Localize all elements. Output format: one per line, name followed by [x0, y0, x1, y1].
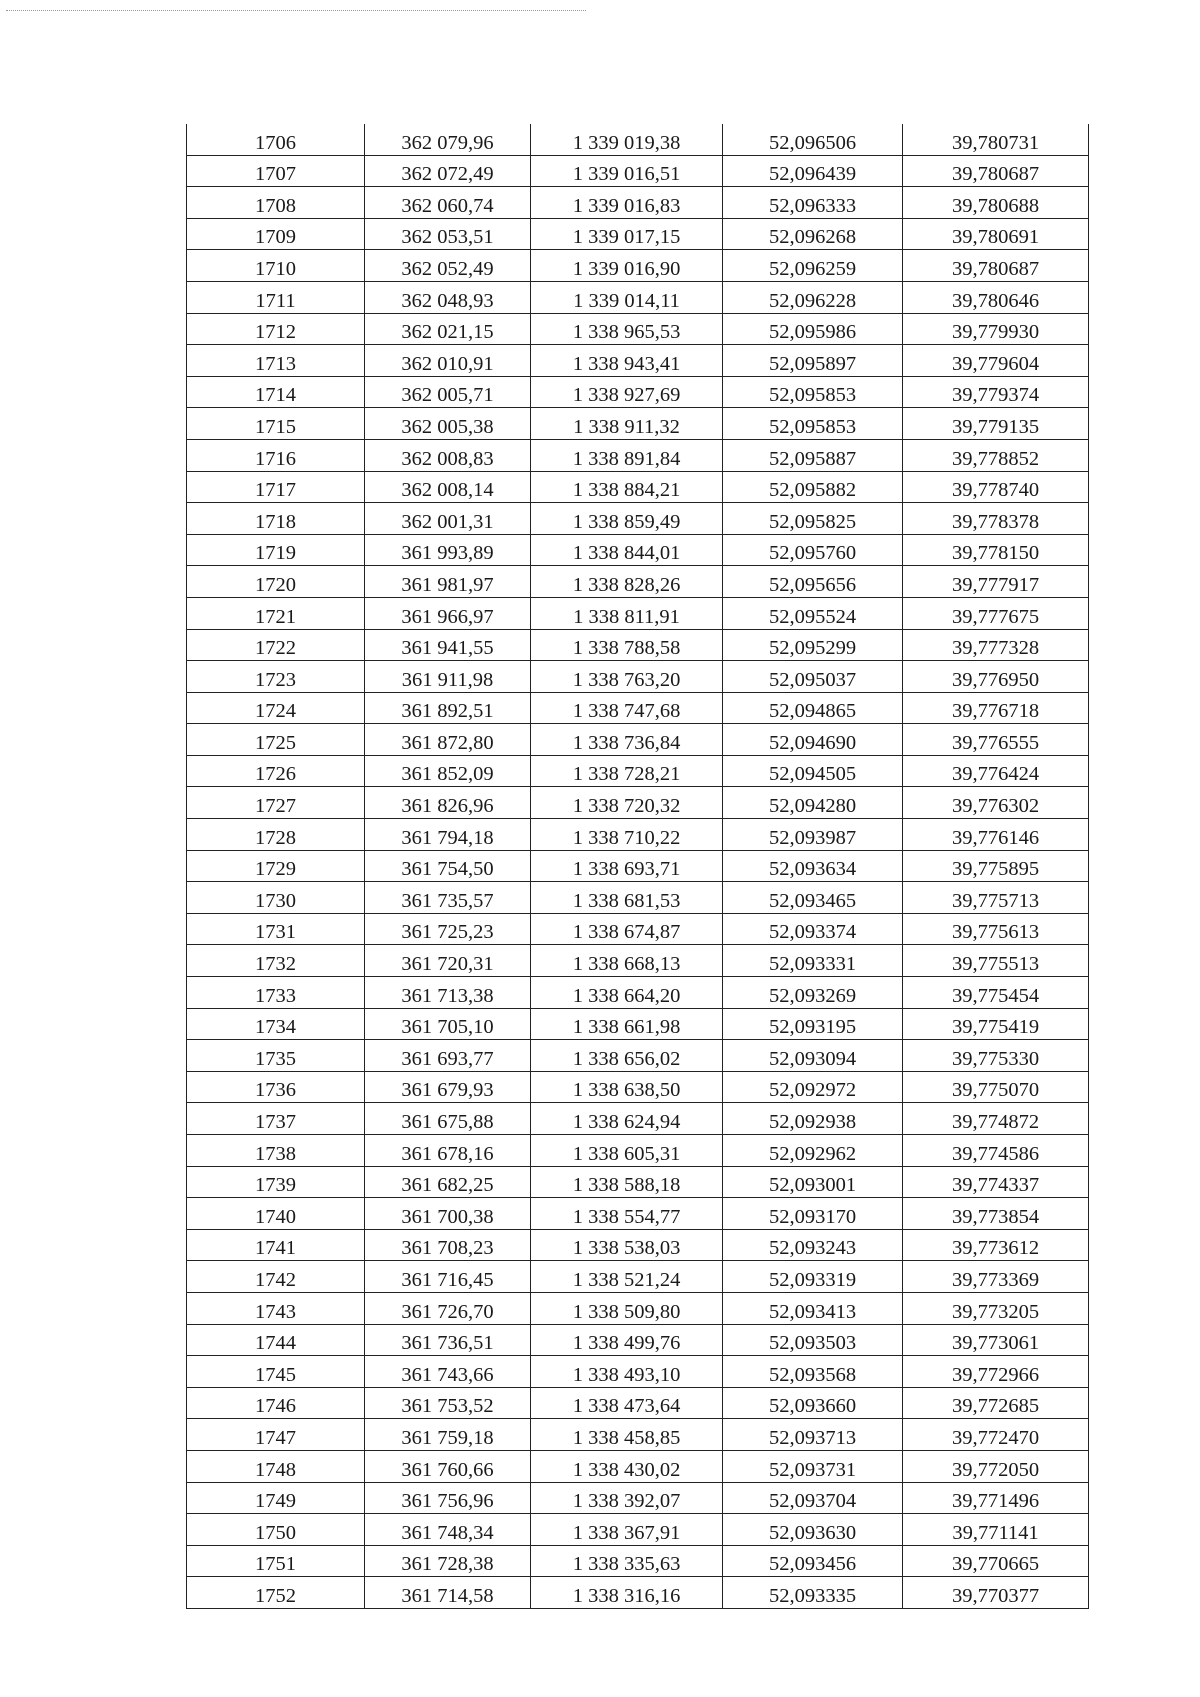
x-coordinate-cell: 361 754,50 — [365, 850, 531, 882]
latitude-cell: 52,093568 — [723, 1356, 903, 1388]
point-number-cell: 1735 — [187, 1040, 365, 1072]
y-coordinate-cell: 1 339 016,51 — [531, 155, 723, 187]
x-coordinate-cell: 361 726,70 — [365, 1292, 531, 1324]
longitude-cell: 39,776718 — [903, 692, 1089, 724]
point-number-cell: 1729 — [187, 850, 365, 882]
table-row — [187, 471, 1089, 503]
longitude-cell: 39,776555 — [903, 724, 1089, 756]
point-number-cell: 1715 — [187, 408, 365, 440]
y-coordinate-cell: 1 338 624,94 — [531, 1103, 723, 1135]
y-coordinate-cell: 1 338 884,21 — [531, 471, 723, 503]
table-row — [187, 218, 1089, 250]
y-coordinate-cell: 1 338 509,80 — [531, 1292, 723, 1324]
latitude-cell: 52,093094 — [723, 1040, 903, 1072]
latitude-cell: 52,095524 — [723, 597, 903, 629]
latitude-cell: 52,093335 — [723, 1577, 903, 1609]
y-coordinate-cell: 1 338 859,49 — [531, 503, 723, 535]
latitude-cell: 52,094280 — [723, 787, 903, 819]
y-coordinate-cell: 1 338 736,84 — [531, 724, 723, 756]
point-number-cell: 1726 — [187, 755, 365, 787]
x-coordinate-cell: 362 008,83 — [365, 439, 531, 471]
longitude-cell: 39,780646 — [903, 281, 1089, 313]
x-coordinate-cell: 361 708,23 — [365, 1229, 531, 1261]
x-coordinate-cell: 361 720,31 — [365, 945, 531, 977]
table-row — [187, 755, 1089, 787]
latitude-cell: 52,093731 — [723, 1450, 903, 1482]
x-coordinate-cell: 362 052,49 — [365, 250, 531, 282]
longitude-cell: 39,772685 — [903, 1387, 1089, 1419]
table-row — [187, 1545, 1089, 1577]
longitude-cell: 39,774586 — [903, 1135, 1089, 1167]
y-coordinate-cell: 1 338 656,02 — [531, 1040, 723, 1072]
latitude-cell: 52,096439 — [723, 155, 903, 187]
longitude-cell: 39,778150 — [903, 534, 1089, 566]
point-number-cell: 1749 — [187, 1482, 365, 1514]
point-number-cell: 1718 — [187, 503, 365, 535]
point-number-cell: 1732 — [187, 945, 365, 977]
table-row — [187, 313, 1089, 345]
longitude-cell: 39,776146 — [903, 819, 1089, 851]
point-number-cell: 1722 — [187, 629, 365, 661]
longitude-cell: 39,776950 — [903, 661, 1089, 693]
y-coordinate-cell: 1 338 788,58 — [531, 629, 723, 661]
point-number-cell: 1739 — [187, 1166, 365, 1198]
point-number-cell: 1707 — [187, 155, 365, 187]
table-row — [187, 1419, 1089, 1451]
latitude-cell: 52,093634 — [723, 850, 903, 882]
point-number-cell: 1723 — [187, 661, 365, 693]
y-coordinate-cell: 1 338 335,63 — [531, 1545, 723, 1577]
x-coordinate-cell: 361 736,51 — [365, 1324, 531, 1356]
longitude-cell: 39,775330 — [903, 1040, 1089, 1072]
longitude-cell: 39,778852 — [903, 439, 1089, 471]
longitude-cell: 39,780687 — [903, 155, 1089, 187]
point-number-cell: 1733 — [187, 977, 365, 1009]
y-coordinate-cell: 1 338 499,76 — [531, 1324, 723, 1356]
point-number-cell: 1752 — [187, 1577, 365, 1609]
x-coordinate-cell: 361 725,23 — [365, 913, 531, 945]
table-row — [187, 1103, 1089, 1135]
table-row — [187, 1198, 1089, 1230]
x-coordinate-cell: 361 941,55 — [365, 629, 531, 661]
y-coordinate-cell: 1 338 554,77 — [531, 1198, 723, 1230]
longitude-cell: 39,776424 — [903, 755, 1089, 787]
point-number-cell: 1712 — [187, 313, 365, 345]
x-coordinate-cell: 362 048,93 — [365, 281, 531, 313]
coordinates-table-body — [187, 124, 1089, 1608]
point-number-cell: 1714 — [187, 376, 365, 408]
table-row — [187, 629, 1089, 661]
latitude-cell: 52,093704 — [723, 1482, 903, 1514]
table-row — [187, 1387, 1089, 1419]
longitude-cell: 39,773854 — [903, 1198, 1089, 1230]
longitude-cell: 39,771141 — [903, 1514, 1089, 1546]
latitude-cell: 52,093319 — [723, 1261, 903, 1293]
x-coordinate-cell: 362 005,71 — [365, 376, 531, 408]
longitude-cell: 39,771496 — [903, 1482, 1089, 1514]
y-coordinate-cell: 1 338 473,64 — [531, 1387, 723, 1419]
longitude-cell: 39,775895 — [903, 850, 1089, 882]
point-number-cell: 1727 — [187, 787, 365, 819]
x-coordinate-cell: 362 060,74 — [365, 187, 531, 219]
point-number-cell: 1737 — [187, 1103, 365, 1135]
y-coordinate-cell: 1 338 538,03 — [531, 1229, 723, 1261]
coordinates-table — [186, 124, 1089, 1609]
y-coordinate-cell: 1 338 661,98 — [531, 1008, 723, 1040]
table-row — [187, 913, 1089, 945]
y-coordinate-cell: 1 338 430,02 — [531, 1450, 723, 1482]
table-row — [187, 1135, 1089, 1167]
longitude-cell: 39,770377 — [903, 1577, 1089, 1609]
table-row — [187, 1261, 1089, 1293]
x-coordinate-cell: 361 911,98 — [365, 661, 531, 693]
latitude-cell: 52,096506 — [723, 124, 903, 155]
y-coordinate-cell: 1 338 674,87 — [531, 913, 723, 945]
y-coordinate-cell: 1 338 681,53 — [531, 882, 723, 914]
table-row — [187, 124, 1089, 155]
x-coordinate-cell: 361 872,80 — [365, 724, 531, 756]
point-number-cell: 1742 — [187, 1261, 365, 1293]
latitude-cell: 52,093413 — [723, 1292, 903, 1324]
table-row — [187, 787, 1089, 819]
y-coordinate-cell: 1 338 911,32 — [531, 408, 723, 440]
longitude-cell: 39,780688 — [903, 187, 1089, 219]
y-coordinate-cell: 1 339 016,90 — [531, 250, 723, 282]
y-coordinate-cell: 1 338 728,21 — [531, 755, 723, 787]
point-number-cell: 1713 — [187, 345, 365, 377]
y-coordinate-cell: 1 338 710,22 — [531, 819, 723, 851]
table-row — [187, 1577, 1089, 1609]
x-coordinate-cell: 361 753,52 — [365, 1387, 531, 1419]
y-coordinate-cell: 1 338 458,85 — [531, 1419, 723, 1451]
latitude-cell: 52,095299 — [723, 629, 903, 661]
table-row — [187, 281, 1089, 313]
latitude-cell: 52,096268 — [723, 218, 903, 250]
table-row — [187, 661, 1089, 693]
point-number-cell: 1721 — [187, 597, 365, 629]
y-coordinate-cell: 1 338 927,69 — [531, 376, 723, 408]
table-row — [187, 566, 1089, 598]
y-coordinate-cell: 1 338 844,01 — [531, 534, 723, 566]
latitude-cell: 52,093987 — [723, 819, 903, 851]
table-row — [187, 977, 1089, 1009]
y-coordinate-cell: 1 338 668,13 — [531, 945, 723, 977]
y-coordinate-cell: 1 338 763,20 — [531, 661, 723, 693]
point-number-cell: 1751 — [187, 1545, 365, 1577]
x-coordinate-cell: 361 682,25 — [365, 1166, 531, 1198]
longitude-cell: 39,775613 — [903, 913, 1089, 945]
latitude-cell: 52,094865 — [723, 692, 903, 724]
point-number-cell: 1736 — [187, 1071, 365, 1103]
x-coordinate-cell: 362 072,49 — [365, 155, 531, 187]
longitude-cell: 39,779930 — [903, 313, 1089, 345]
latitude-cell: 52,093243 — [723, 1229, 903, 1261]
point-number-cell: 1719 — [187, 534, 365, 566]
table-row — [187, 882, 1089, 914]
table-row — [187, 1450, 1089, 1482]
table-row — [187, 597, 1089, 629]
point-number-cell: 1717 — [187, 471, 365, 503]
y-coordinate-cell: 1 338 965,53 — [531, 313, 723, 345]
table-row — [187, 408, 1089, 440]
x-coordinate-cell: 361 756,96 — [365, 1482, 531, 1514]
longitude-cell: 39,780731 — [903, 124, 1089, 155]
table-row — [187, 1292, 1089, 1324]
point-number-cell: 1710 — [187, 250, 365, 282]
longitude-cell: 39,779135 — [903, 408, 1089, 440]
table-row — [187, 1514, 1089, 1546]
table-row — [187, 850, 1089, 882]
point-number-cell: 1716 — [187, 439, 365, 471]
latitude-cell: 52,096333 — [723, 187, 903, 219]
latitude-cell: 52,093465 — [723, 882, 903, 914]
x-coordinate-cell: 361 966,97 — [365, 597, 531, 629]
latitude-cell: 52,095897 — [723, 345, 903, 377]
x-coordinate-cell: 361 760,66 — [365, 1450, 531, 1482]
y-coordinate-cell: 1 338 891,84 — [531, 439, 723, 471]
x-coordinate-cell: 362 005,38 — [365, 408, 531, 440]
table-row — [187, 345, 1089, 377]
y-coordinate-cell: 1 338 943,41 — [531, 345, 723, 377]
x-coordinate-cell: 361 713,38 — [365, 977, 531, 1009]
table-row — [187, 250, 1089, 282]
latitude-cell: 52,095656 — [723, 566, 903, 598]
x-coordinate-cell: 362 021,15 — [365, 313, 531, 345]
longitude-cell: 39,779374 — [903, 376, 1089, 408]
longitude-cell: 39,773061 — [903, 1324, 1089, 1356]
longitude-cell: 39,775419 — [903, 1008, 1089, 1040]
table-row — [187, 692, 1089, 724]
x-coordinate-cell: 361 852,09 — [365, 755, 531, 787]
point-number-cell: 1746 — [187, 1387, 365, 1419]
latitude-cell: 52,095887 — [723, 439, 903, 471]
longitude-cell: 39,775713 — [903, 882, 1089, 914]
longitude-cell: 39,778740 — [903, 471, 1089, 503]
latitude-cell: 52,092938 — [723, 1103, 903, 1135]
table-row — [187, 945, 1089, 977]
table-row — [187, 819, 1089, 851]
table-row — [187, 724, 1089, 756]
longitude-cell: 39,775070 — [903, 1071, 1089, 1103]
longitude-cell: 39,773205 — [903, 1292, 1089, 1324]
point-number-cell: 1747 — [187, 1419, 365, 1451]
table-row — [187, 1166, 1089, 1198]
longitude-cell: 39,772966 — [903, 1356, 1089, 1388]
y-coordinate-cell: 1 338 747,68 — [531, 692, 723, 724]
y-coordinate-cell: 1 338 588,18 — [531, 1166, 723, 1198]
longitude-cell: 39,774872 — [903, 1103, 1089, 1135]
point-number-cell: 1728 — [187, 819, 365, 851]
point-number-cell: 1709 — [187, 218, 365, 250]
x-coordinate-cell: 361 748,34 — [365, 1514, 531, 1546]
longitude-cell: 39,779604 — [903, 345, 1089, 377]
latitude-cell: 52,096259 — [723, 250, 903, 282]
latitude-cell: 52,096228 — [723, 281, 903, 313]
point-number-cell: 1738 — [187, 1135, 365, 1167]
x-coordinate-cell: 361 981,97 — [365, 566, 531, 598]
x-coordinate-cell: 361 693,77 — [365, 1040, 531, 1072]
latitude-cell: 52,095853 — [723, 408, 903, 440]
longitude-cell: 39,773369 — [903, 1261, 1089, 1293]
x-coordinate-cell: 362 010,91 — [365, 345, 531, 377]
y-coordinate-cell: 1 339 014,11 — [531, 281, 723, 313]
point-number-cell: 1741 — [187, 1229, 365, 1261]
y-coordinate-cell: 1 338 521,24 — [531, 1261, 723, 1293]
x-coordinate-cell: 361 728,38 — [365, 1545, 531, 1577]
point-number-cell: 1724 — [187, 692, 365, 724]
x-coordinate-cell: 361 705,10 — [365, 1008, 531, 1040]
point-number-cell: 1740 — [187, 1198, 365, 1230]
longitude-cell: 39,776302 — [903, 787, 1089, 819]
point-number-cell: 1708 — [187, 187, 365, 219]
y-coordinate-cell: 1 338 367,91 — [531, 1514, 723, 1546]
table-row — [187, 1229, 1089, 1261]
table-row — [187, 155, 1089, 187]
x-coordinate-cell: 361 678,16 — [365, 1135, 531, 1167]
longitude-cell: 39,780687 — [903, 250, 1089, 282]
x-coordinate-cell: 361 716,45 — [365, 1261, 531, 1293]
table-row — [187, 1071, 1089, 1103]
x-coordinate-cell: 361 735,57 — [365, 882, 531, 914]
latitude-cell: 52,094690 — [723, 724, 903, 756]
point-number-cell: 1748 — [187, 1450, 365, 1482]
latitude-cell: 52,095882 — [723, 471, 903, 503]
latitude-cell: 52,093331 — [723, 945, 903, 977]
y-coordinate-cell: 1 339 016,83 — [531, 187, 723, 219]
latitude-cell: 52,092972 — [723, 1071, 903, 1103]
point-number-cell: 1745 — [187, 1356, 365, 1388]
latitude-cell: 52,093713 — [723, 1419, 903, 1451]
longitude-cell: 39,772470 — [903, 1419, 1089, 1451]
x-coordinate-cell: 362 001,31 — [365, 503, 531, 535]
longitude-cell: 39,777675 — [903, 597, 1089, 629]
x-coordinate-cell: 361 700,38 — [365, 1198, 531, 1230]
latitude-cell: 52,095760 — [723, 534, 903, 566]
point-number-cell: 1734 — [187, 1008, 365, 1040]
point-number-cell: 1725 — [187, 724, 365, 756]
table-row — [187, 187, 1089, 219]
table-row — [187, 1482, 1089, 1514]
point-number-cell: 1730 — [187, 882, 365, 914]
table-row — [187, 534, 1089, 566]
longitude-cell: 39,777328 — [903, 629, 1089, 661]
y-coordinate-cell: 1 338 493,10 — [531, 1356, 723, 1388]
point-number-cell: 1711 — [187, 281, 365, 313]
latitude-cell: 52,093170 — [723, 1198, 903, 1230]
latitude-cell: 52,093001 — [723, 1166, 903, 1198]
x-coordinate-cell: 361 743,66 — [365, 1356, 531, 1388]
x-coordinate-cell: 362 008,14 — [365, 471, 531, 503]
scan-edge-line — [6, 10, 586, 11]
longitude-cell: 39,772050 — [903, 1450, 1089, 1482]
x-coordinate-cell: 361 826,96 — [365, 787, 531, 819]
x-coordinate-cell: 361 993,89 — [365, 534, 531, 566]
latitude-cell: 52,095825 — [723, 503, 903, 535]
y-coordinate-cell: 1 338 720,32 — [531, 787, 723, 819]
y-coordinate-cell: 1 338 392,07 — [531, 1482, 723, 1514]
latitude-cell: 52,093660 — [723, 1387, 903, 1419]
longitude-cell: 39,773612 — [903, 1229, 1089, 1261]
longitude-cell: 39,775454 — [903, 977, 1089, 1009]
y-coordinate-cell: 1 338 828,26 — [531, 566, 723, 598]
table-row — [187, 439, 1089, 471]
point-number-cell: 1706 — [187, 124, 365, 155]
latitude-cell: 52,095853 — [723, 376, 903, 408]
x-coordinate-cell: 361 679,93 — [365, 1071, 531, 1103]
y-coordinate-cell: 1 338 693,71 — [531, 850, 723, 882]
x-coordinate-cell: 361 794,18 — [365, 819, 531, 851]
longitude-cell: 39,778378 — [903, 503, 1089, 535]
latitude-cell: 52,093269 — [723, 977, 903, 1009]
x-coordinate-cell: 362 053,51 — [365, 218, 531, 250]
y-coordinate-cell: 1 338 664,20 — [531, 977, 723, 1009]
x-coordinate-cell: 361 675,88 — [365, 1103, 531, 1135]
y-coordinate-cell: 1 338 605,31 — [531, 1135, 723, 1167]
latitude-cell: 52,092962 — [723, 1135, 903, 1167]
longitude-cell: 39,780691 — [903, 218, 1089, 250]
longitude-cell: 39,775513 — [903, 945, 1089, 977]
y-coordinate-cell: 1 338 638,50 — [531, 1071, 723, 1103]
x-coordinate-cell: 361 892,51 — [365, 692, 531, 724]
point-number-cell: 1750 — [187, 1514, 365, 1546]
point-number-cell: 1720 — [187, 566, 365, 598]
latitude-cell: 52,094505 — [723, 755, 903, 787]
y-coordinate-cell: 1 338 811,91 — [531, 597, 723, 629]
x-coordinate-cell: 361 714,58 — [365, 1577, 531, 1609]
latitude-cell: 52,095986 — [723, 313, 903, 345]
longitude-cell: 39,777917 — [903, 566, 1089, 598]
point-number-cell: 1731 — [187, 913, 365, 945]
latitude-cell: 52,093630 — [723, 1514, 903, 1546]
latitude-cell: 52,095037 — [723, 661, 903, 693]
y-coordinate-cell: 1 339 019,38 — [531, 124, 723, 155]
x-coordinate-cell: 361 759,18 — [365, 1419, 531, 1451]
latitude-cell: 52,093195 — [723, 1008, 903, 1040]
y-coordinate-cell: 1 338 316,16 — [531, 1577, 723, 1609]
longitude-cell: 39,770665 — [903, 1545, 1089, 1577]
x-coordinate-cell: 362 079,96 — [365, 124, 531, 155]
longitude-cell: 39,774337 — [903, 1166, 1089, 1198]
point-number-cell: 1743 — [187, 1292, 365, 1324]
table-row — [187, 503, 1089, 535]
table-row — [187, 376, 1089, 408]
latitude-cell: 52,093456 — [723, 1545, 903, 1577]
y-coordinate-cell: 1 339 017,15 — [531, 218, 723, 250]
latitude-cell: 52,093503 — [723, 1324, 903, 1356]
table-row — [187, 1040, 1089, 1072]
table-row — [187, 1324, 1089, 1356]
latitude-cell: 52,093374 — [723, 913, 903, 945]
table-row — [187, 1356, 1089, 1388]
table-row — [187, 1008, 1089, 1040]
point-number-cell: 1744 — [187, 1324, 365, 1356]
